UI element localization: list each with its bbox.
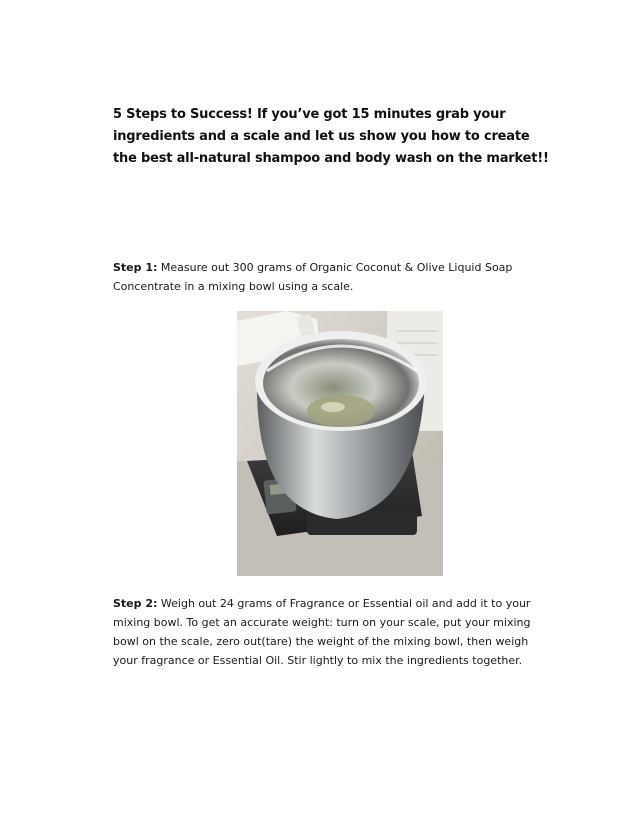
- step-2-label: Step 2:: [113, 597, 158, 610]
- page-headline: 5 Steps to Success! If you’ve got 15 minutes grab your ingredients and a scale and let us show you how to create the best all-natural shampoo and body wash on the market!!: [113, 107, 549, 166]
- step-1-text: Measure out 300 grams of Organic Coconut & Olive Liquid Soap Concentrate in a mixing bowl using a scale.: [113, 261, 513, 293]
- step-2-paragraph: [113, 594, 543, 670]
- step-1-paragraph: [113, 258, 543, 296]
- step-1-label: Step 1:: [113, 261, 158, 274]
- step-1-photo: [237, 311, 443, 576]
- step-2-text: Weigh out 24 grams of Fragrance or Essential oil and add it to your mixing bowl. To get an accurate weight: turn on your scale, put your mixing bowl on the scale, zero out(tare) the weight of the mixing bowl, then weigh your fragrance or Essential Oil. Stir lightly to mix the ingredients together.: [113, 597, 531, 667]
